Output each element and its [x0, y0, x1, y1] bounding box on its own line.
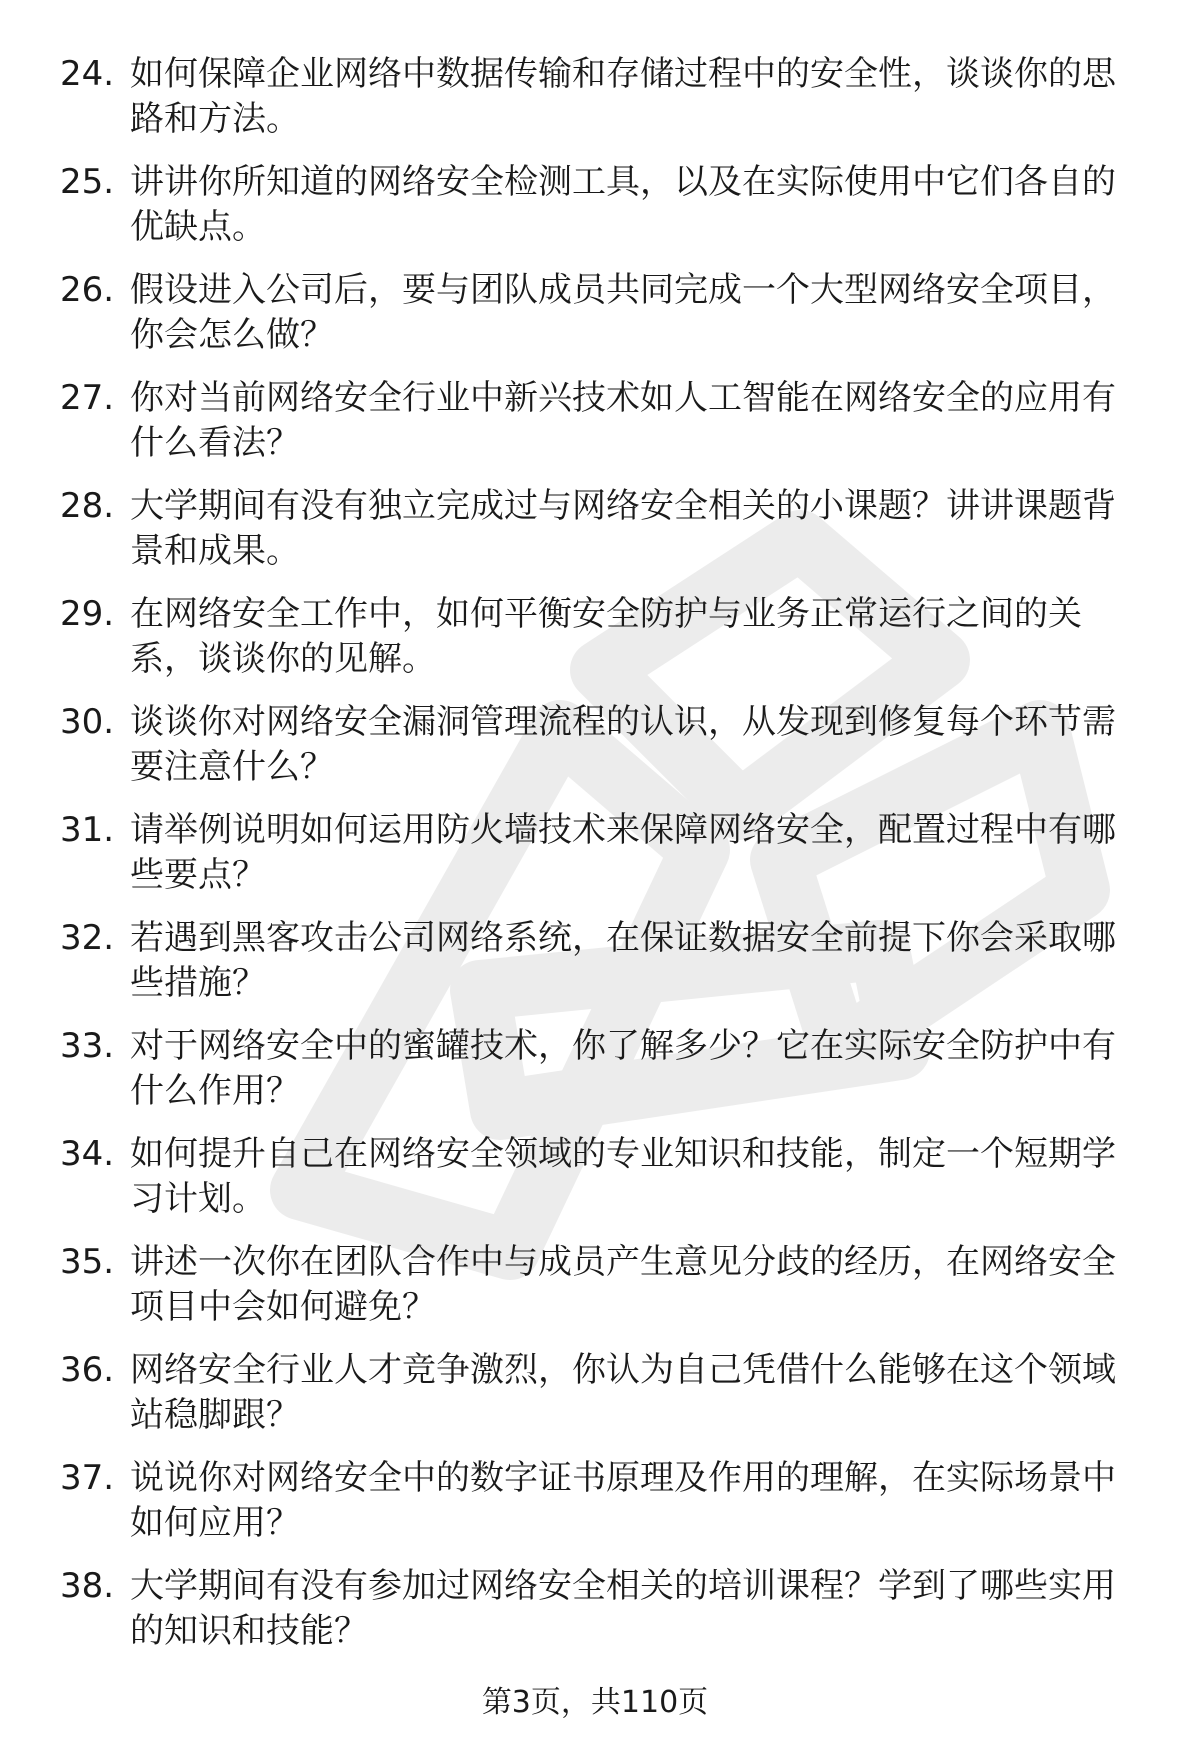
question-number: 29.	[60, 594, 115, 634]
question-number: 30.	[60, 702, 115, 742]
question-text: 大学期间有没有独立完成过与网络安全相关的小课题？讲讲课题背景和成果。	[130, 486, 1116, 571]
question-number: 31.	[60, 810, 115, 850]
question-item	[60, 160, 1150, 268]
page-footer: 第3页，共110页	[481, 1685, 709, 1720]
question-text: 你对当前网络安全行业中新兴技术如人工智能在网络安全的应用有什么看法？	[130, 378, 1116, 463]
question-item	[60, 700, 1150, 808]
question-list	[60, 52, 1150, 1672]
question-item	[60, 1024, 1150, 1132]
question-item	[60, 1240, 1150, 1348]
question-item	[60, 1132, 1150, 1240]
question-text: 讲述一次你在团队合作中与成员产生意见分歧的经历，在网络安全项目中会如何避免？	[130, 1242, 1116, 1327]
question-text: 说说你对网络安全中的数字证书原理及作用的理解，在实际场景中如何应用？	[130, 1458, 1116, 1543]
question-item	[60, 52, 1150, 160]
question-number: 26.	[60, 270, 115, 310]
question-number: 38.	[60, 1566, 115, 1606]
question-text: 网络安全行业人才竞争激烈，你认为自己凭借什么能够在这个领域站稳脚跟？	[130, 1350, 1116, 1435]
question-text: 若遇到黑客攻击公司网络系统，在保证数据安全前提下你会采取哪些措施？	[130, 918, 1116, 1003]
question-item	[60, 268, 1150, 376]
question-number: 37.	[60, 1458, 115, 1498]
question-number: 33.	[60, 1026, 115, 1066]
question-item	[60, 1456, 1150, 1564]
question-number: 25.	[60, 162, 115, 202]
question-text: 假设进入公司后，要与团队成员共同完成一个大型网络安全项目，你会怎么做？	[130, 270, 1116, 355]
question-number: 32.	[60, 918, 115, 958]
question-item	[60, 376, 1150, 484]
question-number: 35.	[60, 1242, 115, 1282]
question-text: 如何保障企业网络中数据传输和存储过程中的安全性，谈谈你的思路和方法。	[130, 54, 1116, 139]
question-text: 大学期间有没有参加过网络安全相关的培训课程？学到了哪些实用的知识和技能？	[130, 1566, 1116, 1651]
question-number: 36.	[60, 1350, 115, 1390]
question-text: 讲讲你所知道的网络安全检测工具，以及在实际使用中它们各自的优缺点。	[130, 162, 1116, 247]
question-item	[60, 1348, 1150, 1456]
question-text: 如何提升自己在网络安全领域的专业知识和技能，制定一个短期学习计划。	[130, 1134, 1116, 1219]
question-item	[60, 484, 1150, 592]
question-item	[60, 808, 1150, 916]
question-text: 对于网络安全中的蜜罐技术，你了解多少？它在实际安全防护中有什么作用？	[130, 1026, 1116, 1111]
question-number: 28.	[60, 486, 115, 526]
question-text: 谈谈你对网络安全漏洞管理流程的认识，从发现到修复每个环节需要注意什么？	[130, 702, 1116, 787]
question-number: 24.	[60, 54, 115, 94]
question-item	[60, 1564, 1150, 1672]
question-item	[60, 592, 1150, 700]
question-number: 34.	[60, 1134, 115, 1174]
question-text: 在网络安全工作中，如何平衡安全防护与业务正常运行之间的关系，谈谈你的见解。	[130, 594, 1082, 679]
question-number: 27.	[60, 378, 115, 418]
question-item	[60, 916, 1150, 1024]
question-text: 请举例说明如何运用防火墙技术来保障网络安全，配置过程中有哪些要点？	[130, 810, 1116, 895]
